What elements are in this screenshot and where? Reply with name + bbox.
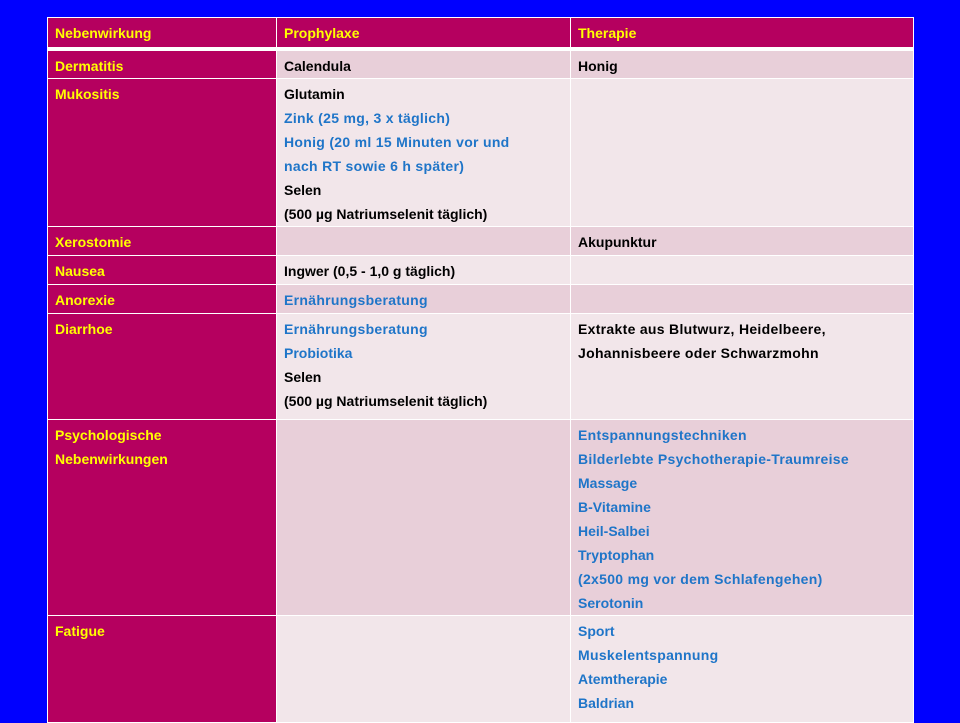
prophylaxe-cell bbox=[277, 284, 571, 313]
header-therapie: Therapie bbox=[571, 18, 914, 49]
prophylaxe-cell bbox=[277, 615, 571, 722]
row-nausea bbox=[48, 255, 914, 284]
prophylaxe-item: Honig (20 ml 15 Minuten vor und bbox=[284, 133, 510, 150]
therapie-item: Entspannungstechniken bbox=[578, 426, 747, 443]
prophylaxe-item: Zink (25 mg, 3 x täglich) bbox=[284, 109, 451, 126]
prophylaxe-item: (500 µg Natriumselenit täglich) bbox=[284, 205, 488, 222]
prophylaxe-cell bbox=[277, 313, 571, 419]
therapie-cell bbox=[571, 313, 914, 419]
therapie-item: Muskelentspannung bbox=[578, 646, 719, 663]
prophylaxe-item: Selen bbox=[284, 368, 322, 385]
therapie-item: Sport bbox=[578, 622, 615, 639]
row-mukositis bbox=[48, 78, 914, 226]
therapie-item: Tryptophan bbox=[578, 546, 655, 563]
therapie-cell bbox=[571, 49, 914, 79]
row-xerostomie bbox=[48, 226, 914, 255]
therapie-cell bbox=[571, 284, 914, 313]
prophylaxe-item: Probiotika bbox=[284, 344, 353, 361]
side-effect-label: Diarrhoe bbox=[48, 313, 277, 419]
header-prophylaxe: Prophylaxe bbox=[277, 18, 571, 49]
side-effect-label: Anorexie bbox=[48, 284, 277, 313]
prophylaxe-item: Glutamin bbox=[284, 85, 345, 102]
therapie-item: Atemtherapie bbox=[578, 670, 668, 687]
table-header-row bbox=[48, 18, 914, 49]
prophylaxe-item: Ernährungsberatung bbox=[284, 320, 428, 337]
prophylaxe-cell bbox=[277, 78, 571, 226]
row-diarrhoe bbox=[48, 313, 914, 419]
therapie-item: Bilderlebte Psychotherapie-Traumreise bbox=[578, 450, 849, 467]
prophylaxe-item: (500 µg Natriumselenit täglich) bbox=[284, 392, 488, 409]
prophylaxe-cell bbox=[277, 255, 571, 284]
prophylaxe-cell bbox=[277, 49, 571, 79]
therapie-item: (2x500 mg vor dem Schlafengehen) bbox=[578, 570, 823, 587]
therapie-item: Extrakte aus Blutwurz, Heidelbeere, bbox=[578, 320, 826, 337]
prophylaxe-item: Ingwer (0,5 - 1,0 g täglich) bbox=[284, 262, 456, 279]
row-anorexie bbox=[48, 284, 914, 313]
row-psychologische-nebenwirkungen bbox=[48, 419, 914, 615]
therapie-item: Akupunktur bbox=[578, 233, 657, 250]
therapie-item: Serotonin bbox=[578, 594, 644, 611]
therapie-cell bbox=[571, 226, 914, 255]
header-nebenwirkung: Nebenwirkung bbox=[48, 18, 277, 49]
side-effect-label: Nausea bbox=[48, 255, 277, 284]
prophylaxe-item: Selen bbox=[284, 181, 322, 198]
therapie-cell bbox=[571, 78, 914, 226]
therapie-item: Massage bbox=[578, 474, 638, 491]
therapie-item: Baldrian bbox=[578, 694, 635, 711]
prophylaxe-item: Ernährungsberatung bbox=[284, 291, 428, 308]
row-fatigue bbox=[48, 615, 914, 722]
therapie-cell bbox=[571, 419, 914, 615]
side-effect-label: Dermatitis bbox=[48, 49, 277, 79]
side-effect-label bbox=[48, 419, 277, 615]
therapie-item: B-Vitamine bbox=[578, 498, 651, 515]
side-effect-label: Mukositis bbox=[48, 78, 277, 226]
therapie-item: Honig bbox=[578, 57, 618, 74]
therapie-item: Heil-Salbei bbox=[578, 522, 650, 539]
therapie-cell bbox=[571, 615, 914, 722]
prophylaxe-item: nach RT sowie 6 h später) bbox=[284, 157, 465, 174]
prophylaxe-item: Calendula bbox=[284, 57, 351, 74]
therapie-cell bbox=[571, 255, 914, 284]
side-effects-table bbox=[47, 17, 914, 723]
prophylaxe-cell bbox=[277, 226, 571, 255]
side-effect-label: Fatigue bbox=[48, 615, 277, 722]
side-effect-label-line: Psychologische bbox=[55, 426, 162, 443]
therapie-item: Johannisbeere oder Schwarzmohn bbox=[578, 344, 819, 361]
side-effect-label-line: Nebenwirkungen bbox=[55, 450, 168, 467]
prophylaxe-cell bbox=[277, 419, 571, 615]
row-dermatitis bbox=[48, 49, 914, 79]
side-effect-label: Xerostomie bbox=[48, 226, 277, 255]
